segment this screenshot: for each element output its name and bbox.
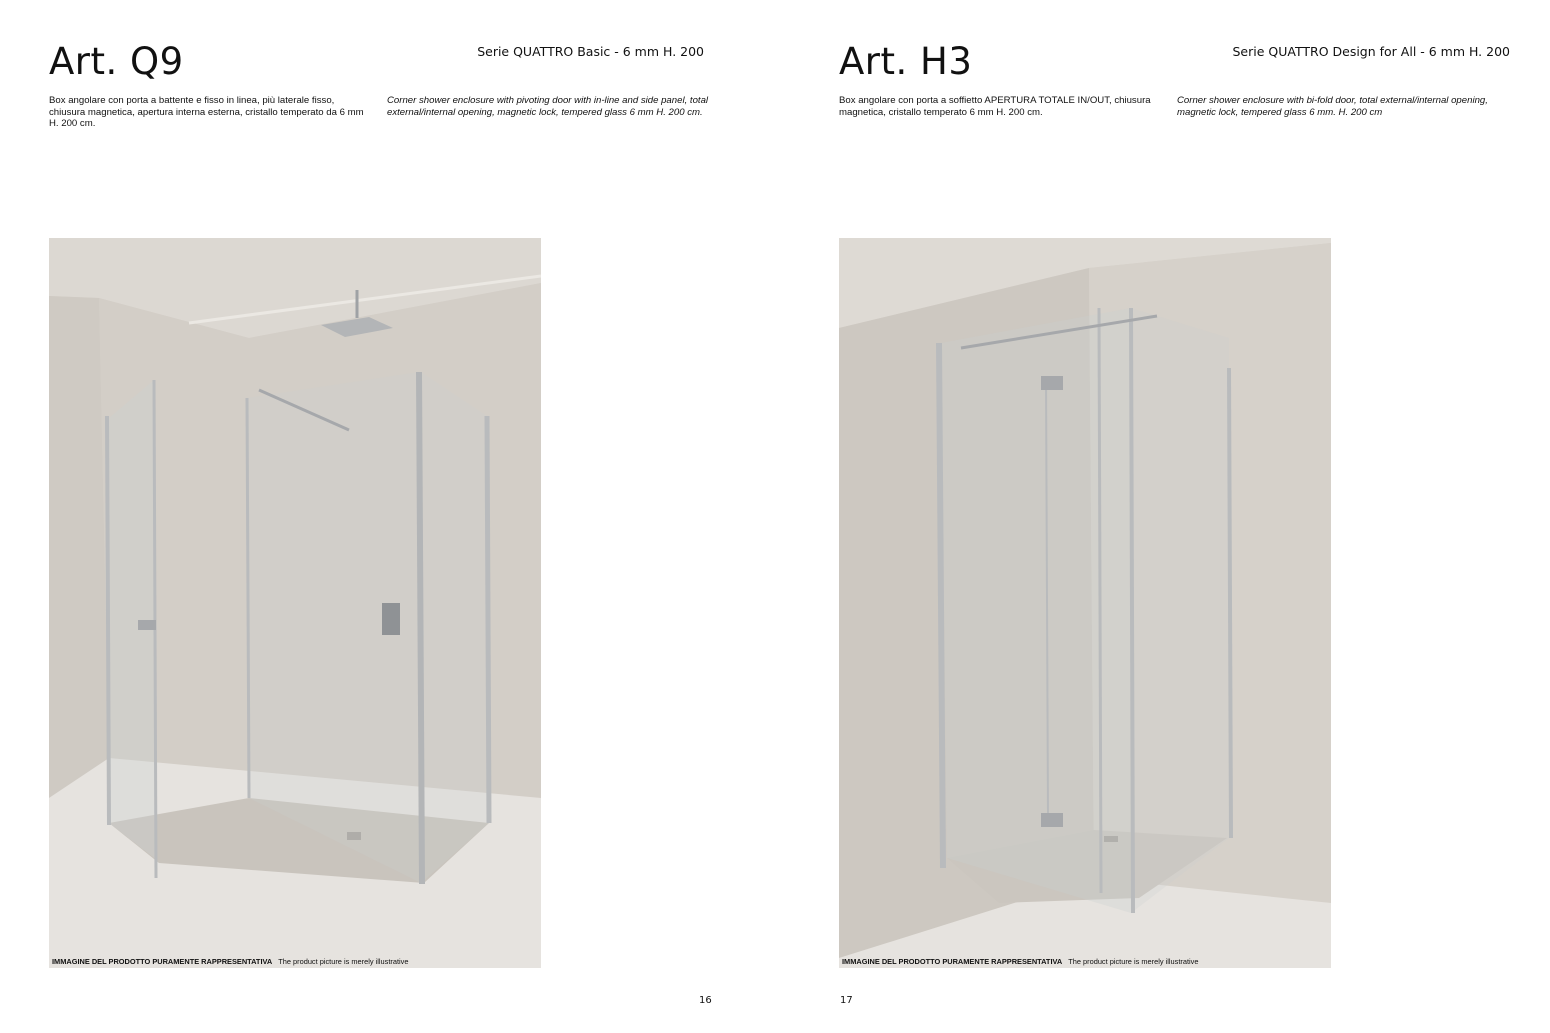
product-photo <box>49 238 541 968</box>
shower-enclosure-illustration <box>49 238 541 968</box>
product-title: Art. Q9 <box>49 40 184 83</box>
image-disclaimer <box>842 957 1198 966</box>
series-label: Serie QUATTRO Design for All - 6 mm H. 200 <box>1232 44 1510 59</box>
disclaimer-italian: IMMAGINE DEL PRODOTTO PURAMENTE RAPPRESENTATIVA <box>842 957 1063 966</box>
page-number: 16 <box>699 995 712 1006</box>
catalog-page-right <box>790 0 1550 1033</box>
shower-enclosure-illustration <box>839 238 1331 968</box>
disclaimer-english: The product picture is merely illustrative <box>1068 957 1199 966</box>
description-italian: Box angolare con porta a soffietto APERTURA TOTALE IN/OUT, chiusura magnetica, cristallo temperato 6 mm H. 200 cm. <box>839 95 1151 118</box>
disclaimer-italian: IMMAGINE DEL PRODOTTO PURAMENTE RAPPRESENTATIVA <box>52 957 273 966</box>
series-label: Serie QUATTRO Basic - 6 mm H. 200 <box>477 44 704 59</box>
description-english: Corner shower enclosure with bi-fold door, total external/internal opening, magnetic lock, tempered glass 6 mm. H. 200 cm <box>1177 95 1488 118</box>
disclaimer-english: The product picture is merely illustrative <box>278 957 409 966</box>
product-title: Art. H3 <box>839 40 973 83</box>
description-english: Corner shower enclosure with pivoting door with in-line and side panel, total external/internal opening, magnetic lock, tempered glass 6 mm H. 200 cm. <box>387 95 709 118</box>
product-photo <box>839 238 1331 968</box>
image-disclaimer <box>52 957 408 966</box>
page-number: 17 <box>840 995 853 1006</box>
description-italian: Box angolare con porta a battente e fisso in linea, più laterale fisso, chiusura magnetica, apertura interna esterna, cristallo temperato da 6 mm H. 200 cm. <box>49 95 364 130</box>
